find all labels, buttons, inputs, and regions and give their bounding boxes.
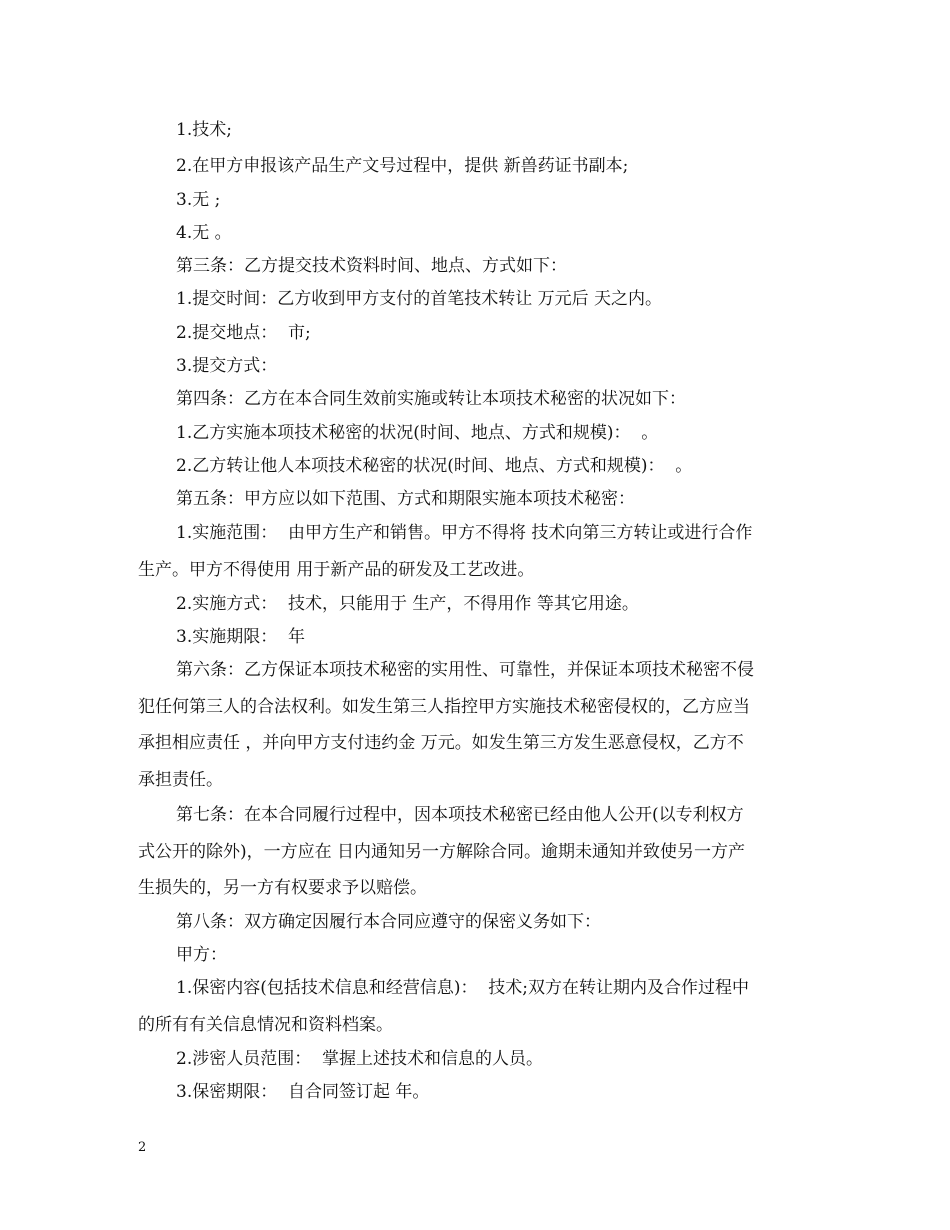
text-line: 的所有有关信息情况和资料档案。	[138, 1015, 393, 1035]
article-heading: 第八条：双方确定因履行本合同应遵守的保密义务如下：	[176, 912, 601, 932]
text-line: 2.涉密人员范围： 掌握上述技术和信息的人员。	[176, 1049, 544, 1069]
page-number: 2	[138, 1140, 147, 1155]
text-line: 2.实施方式： 技术，只能用于 生产，不得用作 等其它用途。	[176, 594, 639, 614]
text-line: 1.实施范围： 由甲方生产和销售。甲方不得将 技术向第三方转让或进行合作	[176, 523, 753, 543]
text-line: 1.乙方实施本项技术秘密的状况(时间、地点、方式和规模)： 。	[176, 423, 659, 443]
text-line: 2.在甲方申报该产品生产文号过程中，提供 新兽药证书副本;	[176, 156, 629, 176]
text-line: 3.保密期限： 自合同签订起 年。	[176, 1082, 430, 1102]
text-line: 1.保密内容(包括技术信息和经营信息)： 技术;双方在转让期内及合作过程中	[176, 978, 750, 998]
article-heading: 第五条：甲方应以如下范围、方式和期限实施本项技术秘密：	[176, 489, 635, 509]
text-line: 甲方：	[176, 945, 227, 965]
text-line: 2.乙方转让他人本项技术秘密的状况(时间、地点、方式和规模)： 。	[176, 456, 693, 476]
text-line: 犯任何第三人的合法权利。如发生第三人指控甲方实施技术秘密侵权的，乙方应当	[138, 697, 750, 717]
text-line: 3.实施期限： 年	[176, 627, 306, 647]
text-line: 4.无 。	[176, 223, 232, 243]
text-line: 3.无 ;	[176, 190, 221, 210]
text-line: 3.提交方式：	[176, 356, 278, 376]
text-line: 承担相应责任 ，并向甲方支付违约金 万元。如发生第三方发生恶意侵权，乙方不	[138, 733, 744, 753]
text-line: 式公开的除外)，一方应在 日内通知另一方解除合同。逾期未通知并致使另一方产	[138, 842, 746, 862]
article-heading: 第四条：乙方在本合同生效前实施或转让本项技术秘密的状况如下：	[176, 389, 686, 409]
text-line: 1.技术;	[176, 120, 232, 140]
text-line: 承担责任。	[138, 770, 223, 790]
text-line: 生损失的，另一方有权要求予以赔偿。	[138, 878, 427, 898]
article-heading: 第三条：乙方提交技术资料时间、地点、方式如下：	[176, 256, 567, 276]
text-line: 1.提交时间：乙方收到甲方支付的首笔技术转让 万元后 天之内。	[176, 289, 663, 309]
text-line: 2.提交地点： 市;	[176, 323, 311, 343]
text-line: 生产。甲方不得使用 用于新产品的研发及工艺改进。	[138, 560, 535, 580]
article-heading: 第七条：在本合同履行过程中，因本项技术秘密已经由他人公开(以专利权方	[176, 805, 744, 825]
article-heading: 第六条：乙方保证本项技术秘密的实用性、可靠性，并保证本项技术秘密不侵	[176, 660, 754, 680]
